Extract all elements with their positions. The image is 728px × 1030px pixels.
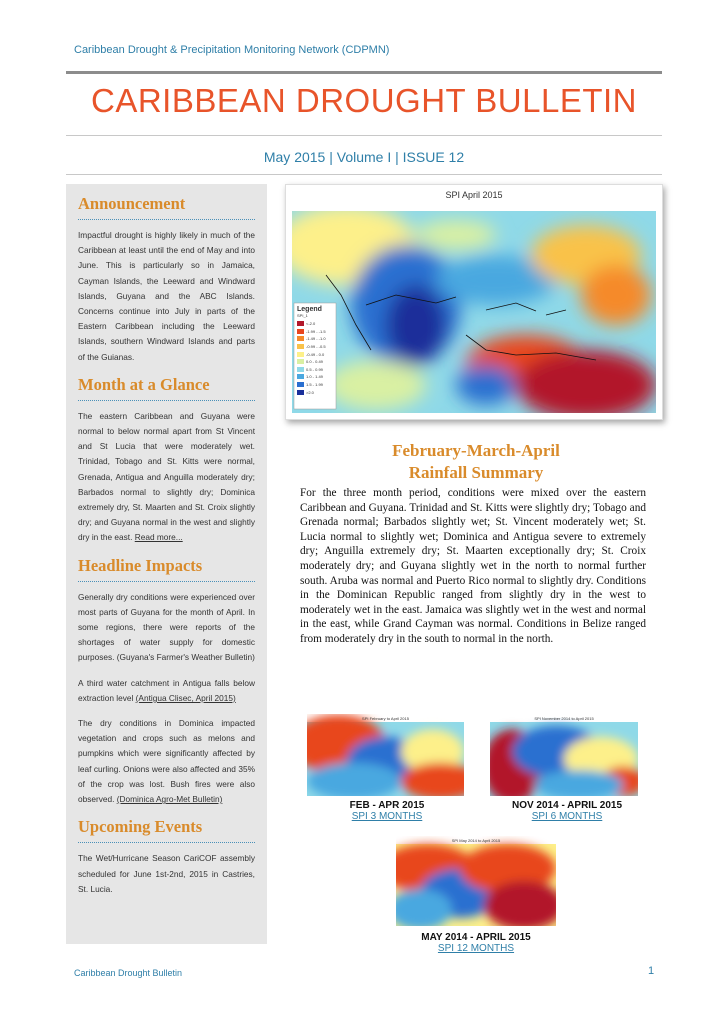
spi-6-month-map [490,714,638,796]
thumb-map-image [490,714,638,796]
legend-label: 0.0 - 0.49 [306,359,323,365]
legend-entry [297,381,334,389]
legend-swatch [297,336,304,341]
thumb-caption: MAY 2014 - APRIL 2015 [421,932,531,943]
map-title: SPI April 2015 [445,190,503,200]
legend-entry [297,373,334,381]
spi-3-months-link[interactable]: SPI 3 MONTHS [351,811,423,822]
legend-label: -0.99 - -0.5 [306,344,326,350]
impact-guyana-text: Generally dry conditions were experienced over most parts of Guyana for the month of April. In some regions, there were reports of the shortages of water supply for domestic purposes. (Guyana's Farmer's Weather Bulletin) [78,591,255,663]
legend-label: <-2.0 [306,321,316,327]
dotted-divider [78,581,255,582]
legend-label: -0.49 - 0.0 [306,351,325,357]
legend-list [297,320,334,396]
dotted-divider [78,400,255,401]
announcement-heading: Announcement [78,194,186,213]
impact-dominica-text [78,716,255,807]
spi-6-month-caption [482,800,652,822]
spi-3-month-map [307,714,464,796]
sidebar [66,184,267,944]
legend-swatch [297,352,304,357]
legend-label: -1.99 - -1.5 [306,328,326,334]
map-legend-box [295,304,336,408]
legend-entry [297,343,334,351]
dotted-divider [78,219,255,220]
legend-swatch [297,367,304,372]
legend-entry [297,388,334,396]
bulletin-title: CARIBBEAN DROUGHT BULLETIN [91,82,637,119]
spi-12-month-caption [391,932,561,954]
thumb-map-title: SPI February to April 2015 [362,716,409,721]
legend-swatch [297,321,304,326]
spi-12-month-map [396,836,556,926]
impact-antigua-body: A third water catchment in Antigua falls below extraction level [78,677,255,703]
legend-label: 1.5 - 1.99 [306,382,323,388]
issue-divider [66,174,662,175]
legend-swatch [297,382,304,387]
footer-title: Caribbean Drought Bulletin [74,968,183,978]
month-at-a-glance-text [78,409,255,546]
spi-map-image [286,185,662,419]
issue-info: May 2015 | Volume I | ISSUE 12 [263,149,465,165]
headline-impacts-heading: Headline Impacts [78,555,203,575]
legend-entry [297,358,334,366]
spi-3-month-caption [302,800,472,822]
month-at-a-glance-heading: Month at a Glance [78,374,210,394]
title-divider [66,135,662,136]
read-more-link[interactable]: Read more... [134,532,183,543]
impact-antigua-text [78,676,255,706]
upcoming-events-text: The Wet/Hurricane Season CariCOF assembly scheduled for June 1st-2nd, 2015 in Castries, St. Lucia. [78,853,255,894]
header-rule [66,71,662,74]
page-number: 1 [648,965,655,977]
dotted-divider [78,842,255,843]
summary-body: For the three month period, conditions were mixed over the eastern Caribbean and Guyana. Trinidad and St. Kitts were slightly dry; Tobago and Grenada normal; Barbados slightly wet; St. Vincent moderately wet; St. Lucia normal to slightly wet; Dominica and Antigua severe to extremely dry; Anguilla extremely dry; St. Maarten exceptionally dry; St. Croix moderately dry; and Guyana slightly wet in the north to normal further south. Aruba was normal and Puerto Rico normal to slightly dry. Conditions in the Dominican Republic ranged from slightly dry in the west to moderately wet in the east. Jamaica was slightly wet in the west and normal in the east, while Grand Cayman was normal. Conditions in Belize ranged from moderately dry in the south to normal in the north. [300,487,646,645]
impact-dominica-body: The dry conditions in Dominica impacted vegetation and crops such as melons and pumpkins which were significantly affected by leaf curling. Onions were also affected and 35% of the crop was lost. Bush fires were also observed. [78,718,255,805]
summary-title-line1: February-March-April [392,441,560,460]
upcoming-events-heading: Upcoming Events [78,817,203,837]
dominica-source-link[interactable]: (Dominica Agro-Met Bulletin) [116,794,223,805]
legend-entry [297,320,334,328]
announcement-text: Impactful drought is highly likely in much of the Caribbean at least until the end of May and into June. This is particularly so in Jamaica, Cayman Islands, the Leeward and Windward Islands, Guyana and the ABC Islands. Concerns continue into July in parts of the Eastern Caribbean including the Leeward Islands, southern Windward Islands and parts of the Guianas. [78,230,255,362]
month-text: The eastern Caribbean and Guyana were normal to below normal apart from St Vincent and St Lucia that were moderately wet. Trinidad, Tobago and St. Kitts were normal, Grenada, Antigua and Anguilla moderately dry; Barbados normal to slightly dry; Dominica extremely dry, St. Maarten and St. Croix slightly dry; and Guyana normal in the west and slightly dry in the east. [78,410,255,543]
legend-label: >2.0 [306,389,314,395]
legend-swatch [297,390,304,395]
antigua-source-link[interactable]: (Antigua Clisec, April 2015) [135,692,236,703]
summary-title-line2: Rainfall Summary [408,463,544,482]
legend-entry [297,335,334,343]
thumb-map-title: SPI May 2014 to April 2015 [451,838,501,843]
thumb-caption: FEB - APR 2015 [349,800,425,811]
legend-swatch [297,329,304,334]
legend-entry [297,366,334,374]
organization-name: Caribbean Drought & Precipitation Monitoring Network (CDPMN) [74,44,390,56]
legend-label: -1.49 - -1.0 [306,336,326,342]
spi-12-months-link[interactable]: SPI 12 MONTHS [437,943,515,954]
legend-swatch [297,359,304,364]
spi-april-map [285,184,663,420]
thumb-map-image [307,714,464,796]
legend-swatch [297,374,304,379]
legend-title: Legend [297,306,322,313]
legend-entry [297,328,334,336]
legend-label: 1.0 - 1.49 [306,374,323,380]
spi-6-months-link[interactable]: SPI 6 MONTHS [531,811,603,822]
legend-entry [297,350,334,358]
thumb-map-image [396,836,556,926]
thumb-map-title: SPI November 2014 to April 2015 [534,716,594,721]
legend-subtitle: SPI_1 [297,313,308,318]
legend-swatch [297,344,304,349]
thumb-caption: NOV 2014 - APRIL 2015 [511,800,623,811]
summary-title [300,440,652,484]
legend-label: 0.5 - 0.99 [306,366,323,372]
